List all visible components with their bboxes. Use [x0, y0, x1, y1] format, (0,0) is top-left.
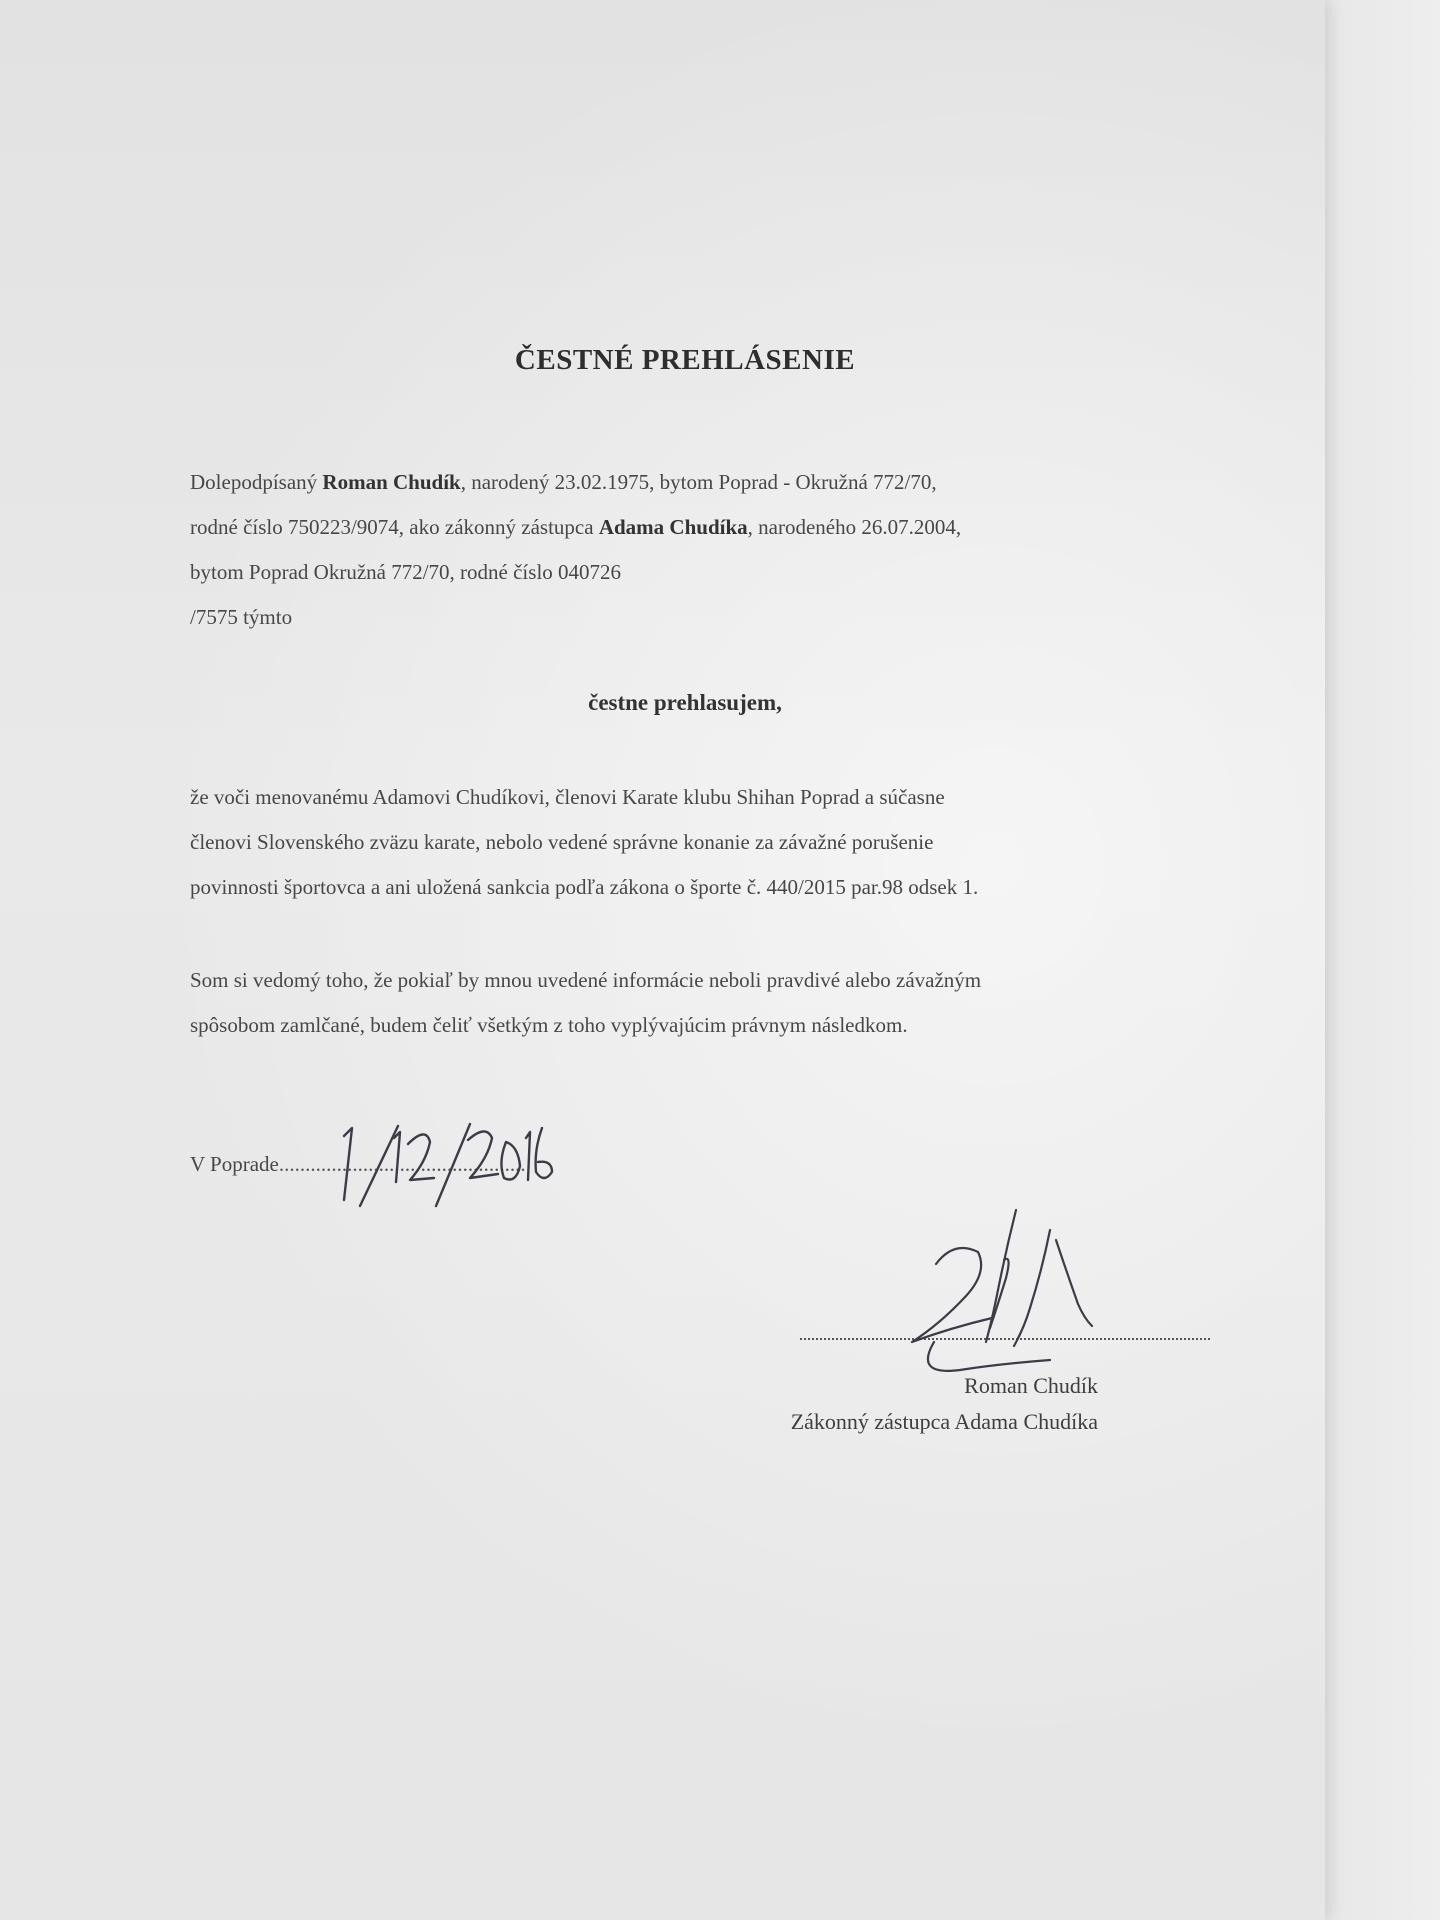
intro-line-3: bytom Poprad Okružná 772/70, rodné číslo 040726: [190, 560, 622, 584]
intro-line-1: [190, 460, 1230, 505]
date-dots-after: ...................: [425, 1152, 526, 1176]
intro-text: rodné číslo 750223/9074, ako zákonný zástupca: [190, 515, 599, 539]
declaration-heading: čestne prehlasujem,: [588, 690, 782, 715]
awareness-paragraph: [190, 958, 1230, 1048]
intro-text: , narodený 23.02.1975, bytom Poprad - Okružná 772/70,: [460, 470, 937, 494]
child-name-bold: Adama Chudíka: [598, 515, 748, 539]
awareness-line-2: spôsobom zamlčané, budem čeliť všetkým z toho vyplývajúcim právnym následkom.: [190, 1013, 908, 1037]
background-surface: [1325, 0, 1440, 1920]
signer-name: Roman Chudík: [964, 1373, 1098, 1398]
statement-line-1: že voči menovanému Adamovi Chudíkovi, členovi Karate klubu Shihan Poprad a súčasne: [190, 785, 945, 809]
place-label: V Poprade: [190, 1152, 279, 1176]
statement-line-3: povinnosti športovca a ani uložená sankcia podľa zákona o športe č. 440/2015 par.98 odsek 1.: [190, 875, 979, 899]
intro-text: , narodeného 26.07.2004,: [747, 515, 962, 539]
signer-block: [791, 1368, 1098, 1440]
handwritten-date: [330, 1122, 560, 1212]
signer-role: Zákonný zástupca Adama Chudíka: [790, 1409, 1098, 1434]
awareness-line-1: Som si vedomý toho, že pokiaľ by mnou uvedené informácie neboli pravdivé alebo závažným: [190, 968, 982, 992]
intro-line-2: [190, 505, 1230, 550]
date-dots-before: ......: [278, 1152, 311, 1176]
intro-text: Dolepodpísaný: [190, 470, 323, 494]
intro-line-4: /7575 týmto: [190, 605, 293, 629]
statement-line-2: členovi Slovenského zväzu karate, nebolo vedené správne konanie za závažné porušenie: [190, 830, 934, 854]
intro-paragraph: [190, 460, 1230, 640]
date-dots-gap: ......................: [310, 1152, 426, 1176]
statement-paragraph: [190, 775, 1230, 910]
document-title: ČESTNÉ PREHLÁSENIE: [514, 344, 856, 376]
signer-name-bold: Roman Chudík: [322, 470, 461, 494]
